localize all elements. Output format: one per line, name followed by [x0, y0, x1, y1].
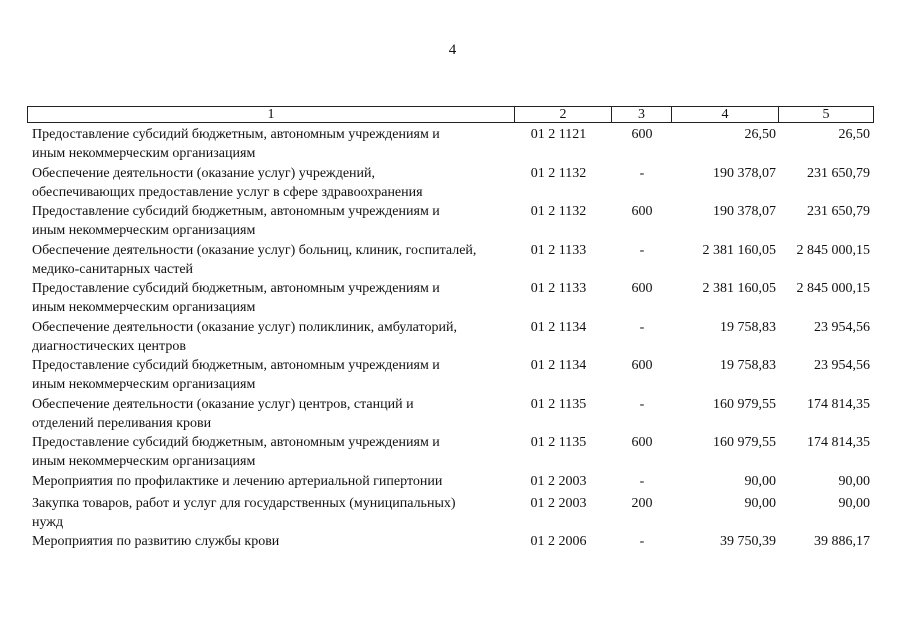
row-value-2: 23 954,56 — [814, 319, 870, 335]
row-value-2: 90,00 — [838, 495, 870, 511]
row-type: - — [639, 473, 645, 489]
row-name: Закупка товаров, работ и услуг для государственных (муниципальных) нужд — [32, 495, 456, 530]
table-body — [27, 125, 873, 554]
row-value-2: 26,50 — [838, 127, 870, 142]
row-value-2: 2 845 000,15 — [796, 242, 870, 258]
table-row — [27, 202, 873, 241]
row-name: Предоставление субсидий бюджетным, автономным учреждениям и иным некоммерческим организациям — [32, 127, 440, 161]
row-value-2: 90,00 — [838, 473, 870, 489]
row-type: 200 — [631, 495, 653, 511]
row-code: 01 2 2003 — [530, 473, 587, 489]
row-type: - — [639, 534, 645, 549]
row-type: - — [639, 165, 645, 181]
row-value-2: 2 845 000,15 — [796, 281, 870, 296]
row-code: 01 2 1132 — [530, 165, 587, 181]
row-type: 600 — [631, 358, 653, 373]
row-value-1: 26,50 — [744, 127, 776, 142]
row-value-1: 2 381 160,05 — [702, 242, 776, 258]
table-header — [27, 106, 874, 123]
row-code: 01 2 1133 — [530, 281, 587, 296]
row-code: 01 2 1135 — [530, 435, 587, 450]
table-row — [27, 279, 873, 318]
row-value-2: 174 814,35 — [807, 396, 870, 412]
table-row — [27, 164, 873, 203]
row-name: Предоставление субсидий бюджетным, автономным учреждениям и иным некоммерческим организациям — [32, 358, 440, 392]
page-number: 4 — [448, 42, 457, 58]
header-col-2: 2 — [515, 107, 612, 123]
row-type: - — [639, 242, 645, 258]
row-value-1: 90,00 — [744, 495, 776, 511]
row-code: 01 2 1135 — [530, 396, 587, 412]
row-value-2: 23 954,56 — [814, 358, 870, 373]
row-name: Мероприятия по развитию службы крови — [32, 534, 280, 549]
row-value-2: 39 886,17 — [814, 534, 870, 549]
row-name: Обеспечение деятельности (оказание услуг) учреждений, обеспечивающих предоставление услуг в сфере здравоохранения — [32, 165, 423, 200]
table-row — [27, 395, 873, 434]
row-type: 600 — [631, 204, 653, 219]
row-code: 01 2 1132 — [530, 204, 587, 219]
row-type: 600 — [631, 435, 653, 450]
row-value-1: 19 758,83 — [720, 358, 776, 373]
header-col-1: 1 — [28, 107, 515, 123]
table-row — [27, 532, 873, 554]
table-row — [27, 241, 873, 280]
table-row — [27, 494, 873, 533]
row-name: Мероприятия по профилактике и лечению артериальной гипертонии — [32, 473, 443, 489]
row-value-1: 160 979,55 — [713, 435, 776, 450]
row-value-2: 174 814,35 — [807, 435, 870, 450]
table-row — [27, 318, 873, 357]
row-type: - — [639, 319, 645, 335]
row-name: Обеспечение деятельности (оказание услуг) больниц, клиник, госпиталей, медико-санитарных частей — [32, 242, 477, 277]
row-code: 01 2 2006 — [530, 534, 587, 549]
row-value-1: 160 979,55 — [713, 396, 776, 412]
row-code: 01 2 1121 — [530, 127, 587, 142]
table-row — [27, 472, 873, 494]
row-name: Предоставление субсидий бюджетным, автономным учреждениям и иным некоммерческим организациям — [32, 204, 440, 238]
row-value-1: 2 381 160,05 — [702, 281, 776, 296]
row-value-1: 39 750,39 — [720, 534, 776, 549]
row-code: 01 2 2003 — [530, 495, 587, 511]
row-code: 01 2 1134 — [530, 358, 587, 373]
row-code: 01 2 1133 — [530, 242, 587, 258]
row-value-2: 231 650,79 — [807, 165, 870, 181]
header-col-3: 3 — [612, 107, 672, 123]
row-value-1: 190 378,07 — [713, 165, 776, 181]
table-row — [27, 433, 873, 472]
row-name: Обеспечение деятельности (оказание услуг) поликлиник, амбулаторий, диагностических центров — [32, 319, 457, 354]
row-type: 600 — [631, 281, 653, 296]
row-value-2: 231 650,79 — [807, 204, 870, 219]
row-type: - — [639, 396, 645, 412]
row-name: Предоставление субсидий бюджетным, автономным учреждениям и иным некоммерческим организациям — [32, 281, 440, 315]
row-value-1: 90,00 — [744, 473, 776, 489]
header-col-5: 5 — [779, 107, 874, 123]
row-code: 01 2 1134 — [530, 319, 587, 335]
table-row — [27, 125, 873, 164]
row-value-1: 190 378,07 — [713, 204, 776, 219]
row-name: Предоставление субсидий бюджетным, автономным учреждениям и иным некоммерческим организациям — [32, 435, 440, 469]
row-value-1: 19 758,83 — [720, 319, 776, 335]
row-name: Обеспечение деятельности (оказание услуг) центров, станций и отделений переливания крови — [32, 396, 414, 431]
table-row — [27, 356, 873, 395]
row-type: 600 — [631, 127, 653, 142]
header-col-4: 4 — [672, 107, 779, 123]
